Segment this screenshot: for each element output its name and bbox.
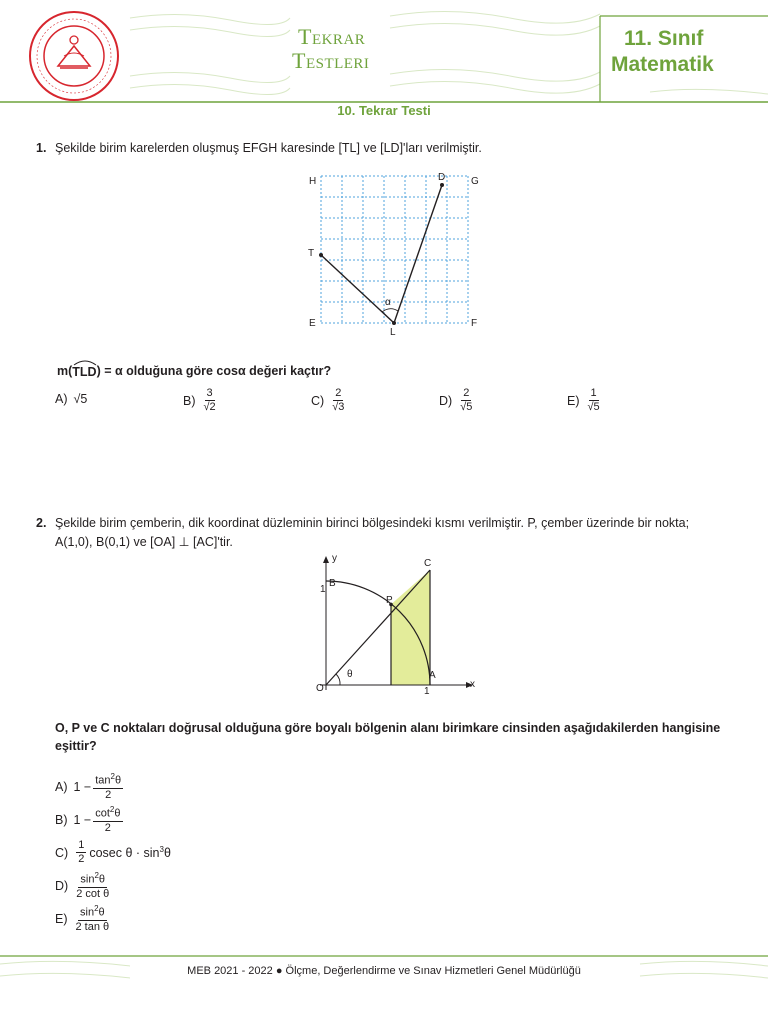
label-theta: θ (347, 669, 353, 680)
q1-option-b[interactable]: B) $\frac{3}{√2}$ (183, 387, 216, 413)
question-text-line2: A(1,0), B(0,1) ve [OA] ⊥ [AC]'tir. (55, 535, 233, 549)
q1-option-d[interactable]: D) $\frac{2}{√5}$ (439, 387, 473, 413)
label-h: H (309, 176, 317, 187)
q2-option-d[interactable]: D) $\frac{\sin^2\theta}{\text{2 cot θ}}$ (55, 871, 110, 900)
question-number: 1. (36, 141, 47, 155)
label-d: D (438, 172, 446, 183)
q1-option-a[interactable]: A) √5 (55, 392, 88, 406)
formula: $\frac{\sin^2\theta}{\text{2 tan θ}}$ (75, 904, 110, 933)
series-title-line1: Tekrar (298, 24, 366, 49)
question-prompt-line1: O, P ve C noktaları doğrusal olduğuna göre boyalı bölgenin alanı birimkare cinsinden aşağıdakilerden hangisine (55, 721, 721, 735)
label-g: G (471, 176, 479, 187)
label-a: A (429, 670, 436, 681)
q2-option-c[interactable]: C) $\frac{1}{2}$ cosec $\theta \cdot \sin^3\theta$ (55, 839, 171, 865)
q2-option-a[interactable]: A) 1 − $\frac{\tan^2\theta}{2}$ (55, 772, 122, 801)
label-f: F (471, 318, 478, 329)
formula: $\frac{1}{2}$ (78, 839, 85, 865)
formula: 1 − (73, 779, 92, 794)
question-text-line1: Şekilde birim çemberin, dik koordinat düzleminin birinci bölgesindeki kısmı verilmiştir. P, çember üzerinde bir nokta; (55, 516, 690, 530)
arc-angle: TLD (72, 362, 96, 379)
footer-text: MEB 2021 - 2022 ● Ölçme, Değerlendirme ve Sınav Hizmetleri Genel Müdürlüğü (187, 965, 581, 977)
formula: cosec $\theta \cdot \sin^3\theta$ (89, 844, 171, 861)
q1-option-c[interactable]: C) $\frac{2}{√3}$ (311, 387, 345, 413)
formula: 1 − (73, 812, 92, 827)
label-e: E (309, 318, 316, 329)
question-text: Şekilde birim karelerden oluşmuş EFGH karesinde [TL] ve [LD]'ları verilmiştir. (55, 141, 482, 155)
question-prompt-line2: eşittir? (55, 739, 97, 753)
q1-option-e[interactable]: E) $\frac{1}{√5}$ (567, 387, 600, 413)
label-alpha: α (385, 297, 391, 308)
label-o: O (316, 683, 324, 694)
formula: $\frac{\sin^2\theta}{\text{2 cot θ}}$ (76, 871, 110, 900)
label-1-x: 1 (424, 686, 430, 697)
label-t: T (308, 248, 315, 259)
question-number: 2. (36, 516, 47, 530)
label-c: C (424, 558, 432, 569)
grade-title: 11. Sınıf (624, 27, 704, 50)
formula: $\frac{\cot^2\theta}{2}$ (95, 805, 121, 834)
label-1-y: 1 (320, 584, 326, 595)
question-prompt: m( TLD ) = α olduğuna göre cosα değeri kaçtır? (57, 362, 331, 379)
label-p: P (386, 595, 393, 606)
label-y: y (332, 553, 337, 564)
test-title: 10. Tekrar Testi (337, 103, 431, 118)
subject-title: Matematik (611, 53, 714, 76)
label-b: B (329, 578, 336, 589)
q2-figure (310, 552, 480, 698)
series-title-line2: Testleri (292, 48, 370, 73)
footer-pattern (0, 950, 768, 1010)
formula: $\frac{\tan^2\theta}{2}$ (95, 772, 122, 801)
q1-figure (300, 170, 490, 340)
label-x: x (470, 679, 475, 690)
meb-logo (28, 10, 120, 102)
label-l: L (390, 327, 396, 338)
q2-option-b[interactable]: B) 1 − $\frac{\cot^2\theta}{2}$ (55, 805, 121, 834)
q2-option-e[interactable]: E) $\frac{\sin^2\theta}{\text{2 tan θ}}$ (55, 904, 110, 933)
arc-icon (72, 358, 98, 366)
